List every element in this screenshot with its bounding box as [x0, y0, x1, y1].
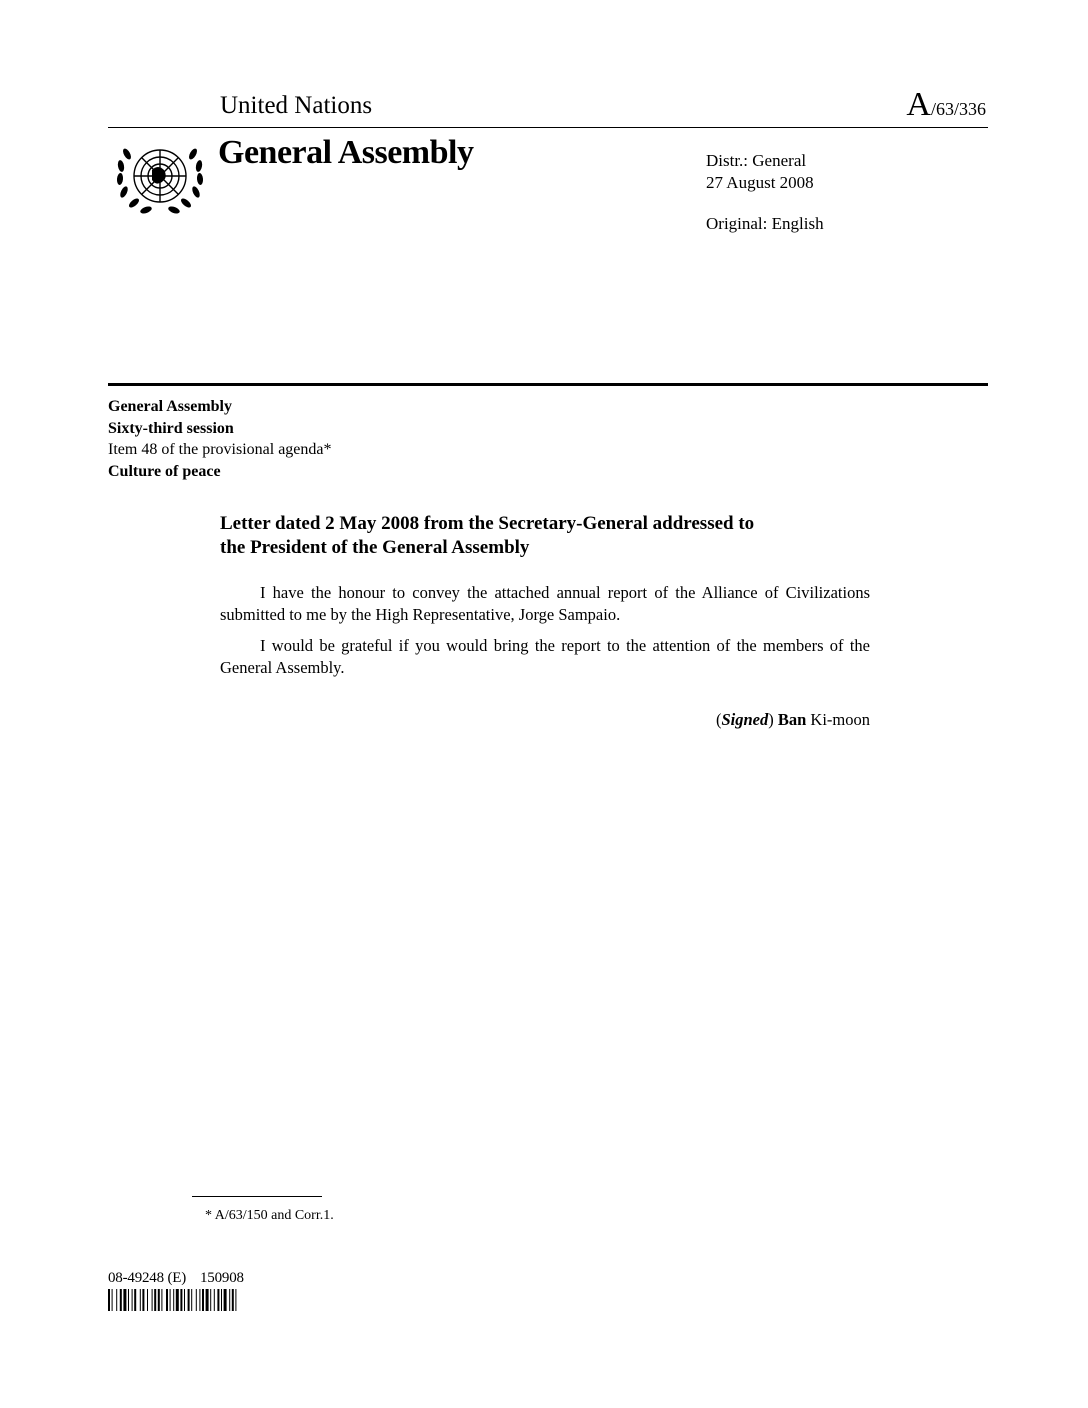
barcode-bar [108, 1289, 110, 1311]
original-language: Original: English [706, 214, 824, 233]
document-print-date: 150908 [200, 1270, 244, 1286]
barcode-bar [196, 1289, 197, 1311]
agenda-organ: General Assembly [108, 398, 232, 415]
document-date: 27 August 2008 [706, 173, 814, 192]
barcode-bar [232, 1289, 234, 1311]
barcode-bar [134, 1289, 136, 1311]
letter-title-line-2: the President of the General Assembly [220, 537, 530, 558]
barcode-bar [199, 1289, 200, 1311]
document-symbol-suffix: /63/336 [930, 99, 986, 119]
letter-title-line-1: Letter dated 2 May 2008 from the Secretary-General addressed to [220, 513, 755, 534]
signatory-name: Ban [777, 710, 807, 729]
barcode-bar [210, 1289, 211, 1311]
barcode-bar [229, 1289, 230, 1311]
document-symbol-prefix: A [906, 86, 931, 123]
body-title: General Assembly [218, 134, 474, 171]
barcode-icon [108, 1289, 286, 1311]
barcode-bar [173, 1289, 174, 1311]
barcode-bar [166, 1289, 168, 1311]
barcode-bar [147, 1289, 148, 1311]
barcode-bar [123, 1289, 126, 1311]
barcode-bar [128, 1289, 129, 1311]
signature-line [716, 710, 870, 730]
document-job-number: 08-49248 (E) [108, 1270, 186, 1286]
organization-name: United Nations [220, 92, 373, 119]
header-divider [108, 127, 988, 128]
signed-open-paren: ( [715, 710, 722, 729]
footnote: * A/63/150 and Corr.1. [205, 1208, 334, 1223]
barcode-bar [188, 1289, 190, 1311]
barcode-bar [214, 1289, 215, 1311]
agenda-block [108, 396, 332, 482]
barcode-bar [191, 1289, 192, 1311]
barcode-bar [184, 1289, 185, 1311]
agenda-item: Item 48 of the provisional agenda* [108, 441, 332, 458]
barcode-bar [112, 1289, 113, 1311]
barcode-bar [152, 1289, 153, 1311]
footnote-divider [192, 1196, 322, 1197]
barcode-bar [217, 1289, 219, 1311]
letter-paragraph-2: I would be grateful if you would bring the report to the attention of the members of the General Assembly. [220, 636, 870, 677]
document-number [108, 1270, 258, 1287]
signed-label: Signed [721, 710, 769, 729]
distribution-block [706, 150, 814, 194]
barcode-bar [170, 1289, 171, 1311]
letter-paragraph-1: I have the honour to convey the attached annual report of the Alliance of Civilizations submitted to me by the High Representative, Jorge Sampaio. [220, 583, 870, 624]
barcode-bar [235, 1289, 236, 1311]
barcode-bar [116, 1289, 117, 1311]
agenda-session: Sixty-third session [108, 419, 234, 437]
barcode-bar [206, 1289, 209, 1311]
barcode-bar [132, 1289, 133, 1311]
barcode-bar [202, 1289, 204, 1311]
agenda-topic: Culture of peace [108, 462, 221, 480]
distribution-label: Distr.: General [706, 151, 807, 170]
barcode-bar [180, 1289, 182, 1311]
barcode-bar [224, 1289, 227, 1311]
signatory-name-rest: Ki-moon [806, 710, 870, 729]
barcode-bar [221, 1289, 222, 1311]
document-symbol [906, 86, 986, 124]
barcode-bar [154, 1289, 156, 1311]
section-divider [108, 383, 988, 386]
letter-title [220, 512, 880, 560]
signed-close-paren: ) [768, 710, 774, 729]
barcode-bar [120, 1289, 122, 1311]
barcode-bar [158, 1289, 160, 1311]
barcode-bar [140, 1289, 141, 1311]
un-emblem-icon [110, 134, 210, 220]
barcode-bar [161, 1289, 162, 1311]
barcode-bar [142, 1289, 144, 1311]
barcode-bar [176, 1289, 179, 1311]
